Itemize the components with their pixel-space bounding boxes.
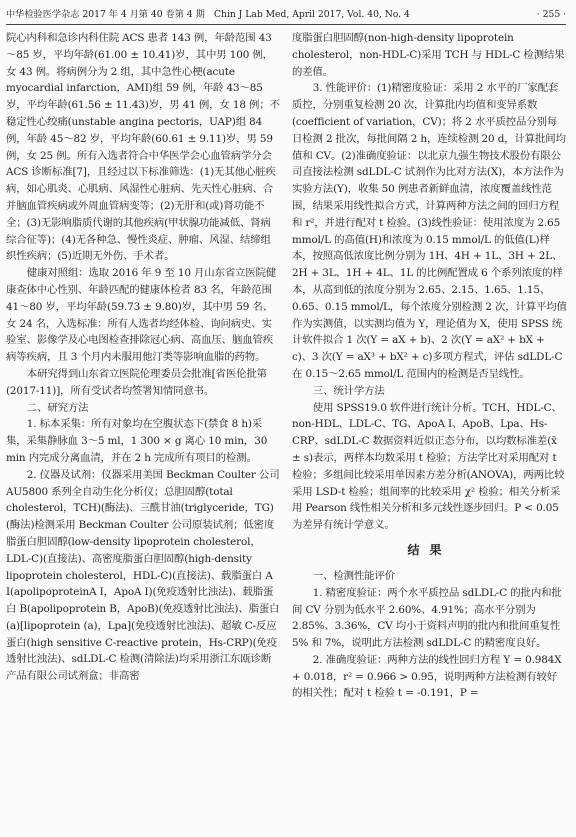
paragraph-controls: 健康对照组：选取 2016 年 9 至 10 月山东省立医院健康查体中心性别、年龄匹配的健康体检者 83 名，年龄范围 41～80 岁，平均年龄(59.73 ± 9.80)岁，其中男 59 名、女 24 名，入选标准：所有人选者均经体检、询问病史、实验室、影像学及心电图检查排除冠心病、高血压、脑血管疾病等疾病，且 3 个月内未服用他汀类等影响血脂的药物。 bbox=[6, 267, 277, 364]
right-column bbox=[292, 30, 567, 702]
left-column bbox=[6, 30, 281, 685]
paragraph-accuracy: 2. 准确度验证：两种方法的线性回归方程 Y = 0.984X + 0.018，r² = 0.966 > 0.95，说明两种方法检测有较好的相关性；配对 t 检验 t = -0.191，P = bbox=[292, 653, 562, 700]
paragraph-precision: 1. 精密度验证：两个水平质控品 sdLDL-C 的批内和批间 CV 分别为低水平 2.60%、4.91%；高水平分别为 2.85%、3.36%，CV 均小于资料声明的批内和批间重复性 5% 和 7%，说明此方法检测 sdLDL-C 的精密度良好。 bbox=[292, 586, 562, 650]
results-heading: 结果 bbox=[407, 542, 452, 557]
paragraph-statistics: 使用 SPSS19.0 软件进行统计分析。TCH、HDL-C、non-HDL、LDL-C、TG、ApoA Ⅰ、ApoB、Lpa、Hs-CRP、sdLDL-C 数据资料近似正态分布，以均数标准差(x̄ ± s)表示，两样本均数采用 t 检验；方法学比对采用配对 t 检验；多组间比较采用单因素方差分析(ANOVA)，两两比较采用 LSD-t 检验；组间率的比较采用 χ² 检验；相关分析采用 Pearson 线性相关分析和多元线性逐步回归。P < 0.05 为差异有统计学意义。 bbox=[292, 401, 565, 532]
journal-citation: 中华检验医学杂志 2017 年 4 月第 40 卷第 4 期 Chin J Lab Med, April 2017, Vol. 40, No. 4 bbox=[6, 9, 410, 20]
paragraph-ethics: 本研究得到山东省立医院伦理委员会批准[省医伦批第(2017-11)]，所有受试者均签署知情同意书。 bbox=[6, 367, 267, 397]
paragraph-performance: 3. 性能评价：(1)精密度验证：采用 2 水平的厂家配套质控，分别重复检测 20 次，计算批内均值和变异系数(coefficient of variation，CV)；将 2 水平质控品分别每日检测 2 批次，每批间隔 2 h，连续检测 20 d，计算批间均值和 CV。(2)准确度验证：以北京九强生物技术股份有限公司直接法检测 sdLDL-C 试剂作为比对方法(X)，本方法作为实验方法(Y)，收集 50 例患者新鲜血清，浓度覆盖线性范围，结果采用线性拟合方式，计算两种方法之间的回归方程和 r²，并进行配对 t 检验。(3)线性验证：使用浓度为 2.65 mmol/L 的高值(H)和浓度为 0.15 mmol/L 的低值(L)样本，按照高低浓度比例分别为 1H、4H + 1L、3H + 2L、2H + 3L、1H + 4L、1L 的比例配置成 6 个系列浓度的样本，从高到低的浓度分别为 2.65、2.15、1.65、1.15、0.65、0.15 mmol/L，每个浓度分别检测 2 次，计算平均值作为实测值，以实测均值为 Y，理论值为 X，使用 SPSS 统计软件拟合 1 次(Y = aX + b)、2 次(Y = aX² + bX + c)、3 次(Y = aX³ + bX² + c)多项方程式，评估 sdLDL-C 在 0.15～2.65 mmol/L 范围内的检测是否呈线性。 bbox=[292, 82, 567, 380]
running-header bbox=[6, 8, 566, 22]
page-number: · 255 · bbox=[536, 9, 566, 20]
paragraph-sample-collection: 1. 标本采集：所有对象均在空腹状态下(禁食 8 h)采集，采集静脉血 3～5 ml，1 300 × g 离心 10 min，30 min 内完成分离血清，并在 2 h 完成所有项目的检测。 bbox=[6, 418, 268, 464]
section-heading-performance-results: 一、检测性能评价 bbox=[312, 569, 395, 582]
paragraph-patients: 院心内科和急诊内科住院 ACS 患者 143 例，年龄范围 43～85 岁，平均年龄(61.00 ± 10.41)岁，其中男 100 例，女 43 例。将病例分为 2 组，其中急性心梗(acute myocardial infarction，AMI)组 59 例，年龄 43～85 岁，平均年龄(61.56 ± 11.43)岁，男 41 例，女 18 例；不稳定性心绞痛(unstable angina pectoris，UAP)组 84 例，年龄 45～82 岁，平均年龄(60.61 ± 9.11)岁，男 59 例，女 25 例。所有入选者符合中华医学会心血管病学分会 ACS 诊断标准[7]，且经过以下标准筛选：(1)无其他心脏疾病，如心肌炎、心肌病、风湿性心脏病、先天性心脏病、合并脑血管疾病或外周血管病变等；(2)无肝和(或)肾功能不全；(3)无影响脂质代谢的其他疾病(甲状腺功能减低、肾病综合征等)；(4)无各种急、慢性炎症、肿瘤、风湿、结缔组织性疾病；(5)近期无外伤、手术者。 bbox=[6, 32, 280, 263]
paragraph-non-hdl: 度脂蛋白胆固醇(non-high-density lipoprotein cholesterol，non-HDL-C)采用 TCH 与 HDL-C 检测结果的差值。 bbox=[292, 32, 565, 78]
paragraph-instruments: 2. 仪器及试剂：仪器采用美国 Beckman Coulter 公司 AU5800 系列全自动生化分析仪；总胆固醇(total cholesterol，TCH)(酶法)、三酰甘油(triglyceride，TG)(酶法)检测采用 Beckman Coulter 公司原装试剂；低密度脂蛋白胆固醇(low-density lipoprotein cholesterol，LDL-C)(直接法)、高密度脂蛋白胆固醇(high-density lipoprotein cholesterol，HDL-C)(直接法)、载脂蛋白 A Ⅰ(apolipoproteinA Ⅰ，ApoA Ⅰ)(免疫透射比浊法)、载脂蛋白 B(apolipoprotein B，ApoB)(免疫透射比浊法)、脂蛋白(a)[lipoprotein (a)，Lpa](免疫透射比浊法)、超敏 C-反应蛋白(high sensitive C-reactive protein，Hs-CRP)(免疫透射比浊法)、sdLDL-C 检测(清除法)均采用浙江东瓯诊断产品有限公司试剂盒；非高密 bbox=[6, 468, 280, 683]
header-rule bbox=[6, 24, 566, 25]
section-heading-methods: 二、研究方法 bbox=[26, 401, 89, 414]
section-heading-statistics: 三、统计学方法 bbox=[312, 384, 385, 397]
